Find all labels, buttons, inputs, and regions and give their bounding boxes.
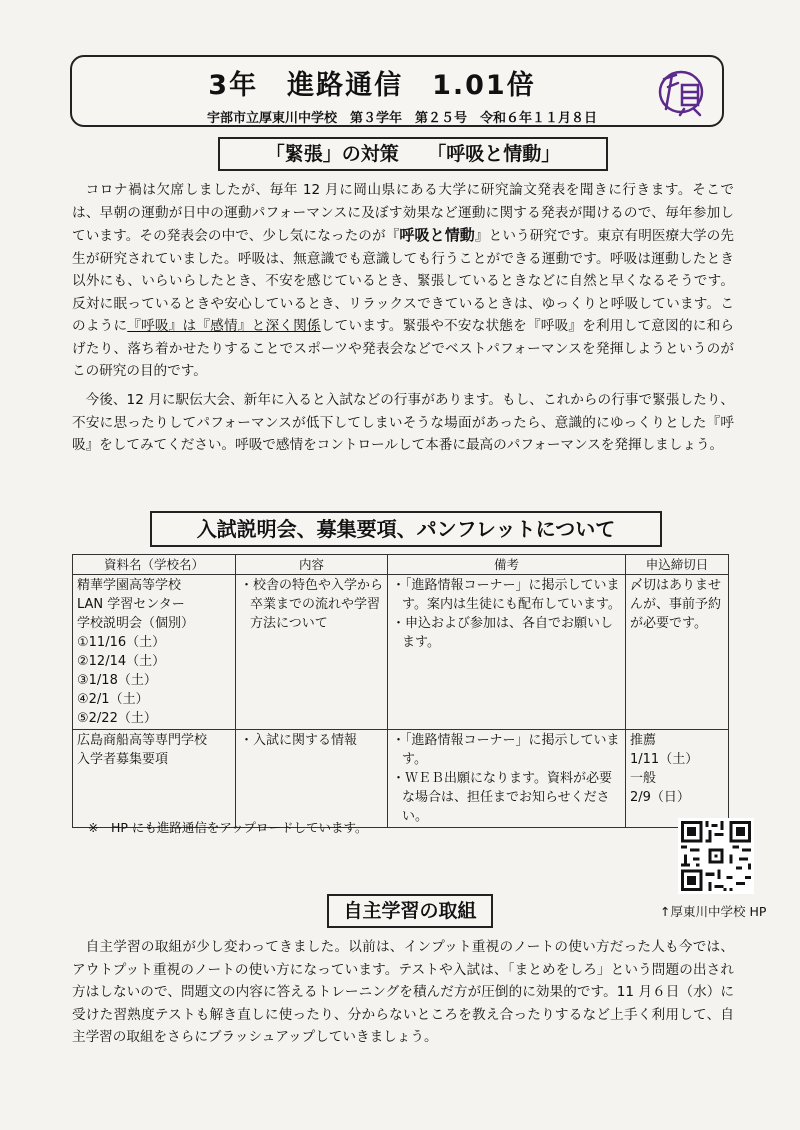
section-heading-admissions: 入試説明会、募集要項、パンフレットについて bbox=[150, 511, 662, 547]
newsletter-subtitle: 宇部市立厚東川中学校 第３学年 第２５号 令和６年１１月８日 bbox=[207, 111, 598, 126]
admissions-table bbox=[72, 554, 729, 828]
paragraph-text: しています。緊張や不安な状態を『呼吸』を利用して意図的に和らげたり、落ち着かせたりすることでスポーツや発表会などでベストパフォーマンスを発揮しようというのがこの研究の目的です。 bbox=[72, 318, 734, 379]
school-line: LAN 学習センター bbox=[77, 597, 185, 612]
table-row bbox=[73, 575, 729, 730]
column-header: 資料名（学校名） bbox=[73, 555, 236, 575]
deadline-line: 推薦 bbox=[630, 733, 657, 748]
note-item: ・申込および参加は、各自でお願いします。 bbox=[392, 616, 614, 650]
underlined-text: 『呼吸』は『感情』と深く関係 bbox=[127, 318, 321, 334]
school-line: ③1/18（土） bbox=[77, 673, 157, 688]
school-line: 入学者募集要項 bbox=[77, 752, 169, 767]
hp-upload-note: ※ HP にも進路通信をアップロードしています。 bbox=[88, 820, 368, 835]
content-text: ・校舎の特色や入学から卒業までの流れや学習方法について bbox=[240, 578, 384, 631]
school-line: 広島商船高等専門学校 bbox=[77, 733, 208, 748]
content-cell bbox=[236, 730, 388, 828]
deadline-line: 1/11（土） bbox=[630, 752, 699, 767]
school-cell bbox=[73, 575, 236, 730]
content-text: ・入試に関する情報 bbox=[240, 733, 358, 748]
column-header: 内容 bbox=[236, 555, 388, 575]
emphasis-breathing-emotion: 呼吸と情動 bbox=[399, 226, 475, 244]
school-line: ②12/14（土） bbox=[77, 654, 166, 669]
deadline-line: 一般 bbox=[630, 771, 657, 786]
table-header-row bbox=[73, 555, 729, 575]
deadline-line: 2/9（日） bbox=[630, 790, 690, 805]
qr-caption: ↑厚東川中学校 HP bbox=[660, 904, 767, 919]
deadline-cell: 〆切はありませんが、事前予約が必要です。 bbox=[626, 575, 729, 730]
column-header: 申込締切日 bbox=[626, 555, 729, 575]
school-line: ④2/1（土） bbox=[77, 692, 149, 707]
newsletter-title: 3年 進路通信 1.01倍 bbox=[208, 70, 536, 101]
paragraph-breathing-1 bbox=[72, 179, 734, 383]
paragraph-text: 』という研究です。東京有明医療大学の先生が研究されていました。呼吸は、無意識でも意識しても行うことができる運動です。呼吸は運動したとき以外にも、いらいらしたとき、不安を感じているとき、緊張しているときなどに自然と早くなるそうです。反対に眠っているときや安心しているとき、リラックスできているときは、ゆっくりと呼吸しています。このように bbox=[72, 228, 734, 334]
kanji-logo-icon bbox=[656, 65, 706, 117]
notes-cell bbox=[388, 730, 626, 828]
qr-code-icon[interactable] bbox=[678, 818, 754, 894]
section-heading-self-study: 自主学習の取組 bbox=[327, 894, 493, 928]
paragraph-self-study: 自主学習の取組が少し変わってきました。以前は、インプット重視のノートの使い方だった人も今では、アウトプット重視のノートの使い方になっています。テストや入試は、「まとめをしろ」という問題の出され方はしないので、問題文の内容に答えるトレーニングを積んだ方が圧倒的に効果的です。11 月６日（水）に受けた習熟度テストも解き直しに使ったり、分からないところを教え合ったりするなど上手く利用して、自主学習の取組をさらにブラッシュアップしていきましょう。 bbox=[72, 939, 734, 1045]
school-line: 学校説明会（個別） bbox=[77, 616, 195, 631]
paragraph-breathing-2: 今後、12 月に駅伝大会、新年に入ると入試などの行事があります。もし、これからの行事で緊張したり、不安に思ったりしてパフォーマンスが低下してしまいそうな場面があったら、意識的にゆっくりとした『呼吸』をしてみてください。呼吸で感情をコントロールして本番に最高のパフォーマンスを発揮しましょう。 bbox=[72, 392, 734, 453]
header-box bbox=[70, 55, 724, 127]
content-cell bbox=[236, 575, 388, 730]
table-row bbox=[73, 730, 729, 828]
note-item: ・ＷＥＢ出願になります。資料が必要な場合は、担任までお知らせください。 bbox=[392, 771, 612, 824]
section-heading-breathing: 「緊張」の対策 「呼吸と情動」 bbox=[218, 137, 608, 171]
note-item: ・「進路情報コーナー」に掲示しています。案内は生徒にも配布しています。 bbox=[392, 578, 621, 612]
school-line: ①11/16（土） bbox=[77, 635, 166, 650]
paragraph-text: コロナ禍は欠席しましたが、毎年 12 月に岡山県にある大学に研究論文発表を聞きに行きます。そこでは、早朝の運動が日中の運動パフォーマンスに及ぼす効果など運動に関する発表が聞けるので、毎年参加しています。その発表会の中で、少し気になったのが『 bbox=[72, 182, 734, 244]
notes-cell bbox=[388, 575, 626, 730]
school-cell bbox=[73, 730, 236, 828]
school-line: 精華学園高等学校 bbox=[77, 578, 182, 593]
school-line: ⑤2/22（土） bbox=[77, 711, 157, 726]
column-header: 備考 bbox=[388, 555, 626, 575]
note-item: ・「進路情報コーナー」に掲示しています。 bbox=[392, 733, 620, 767]
deadline-cell bbox=[626, 730, 729, 828]
